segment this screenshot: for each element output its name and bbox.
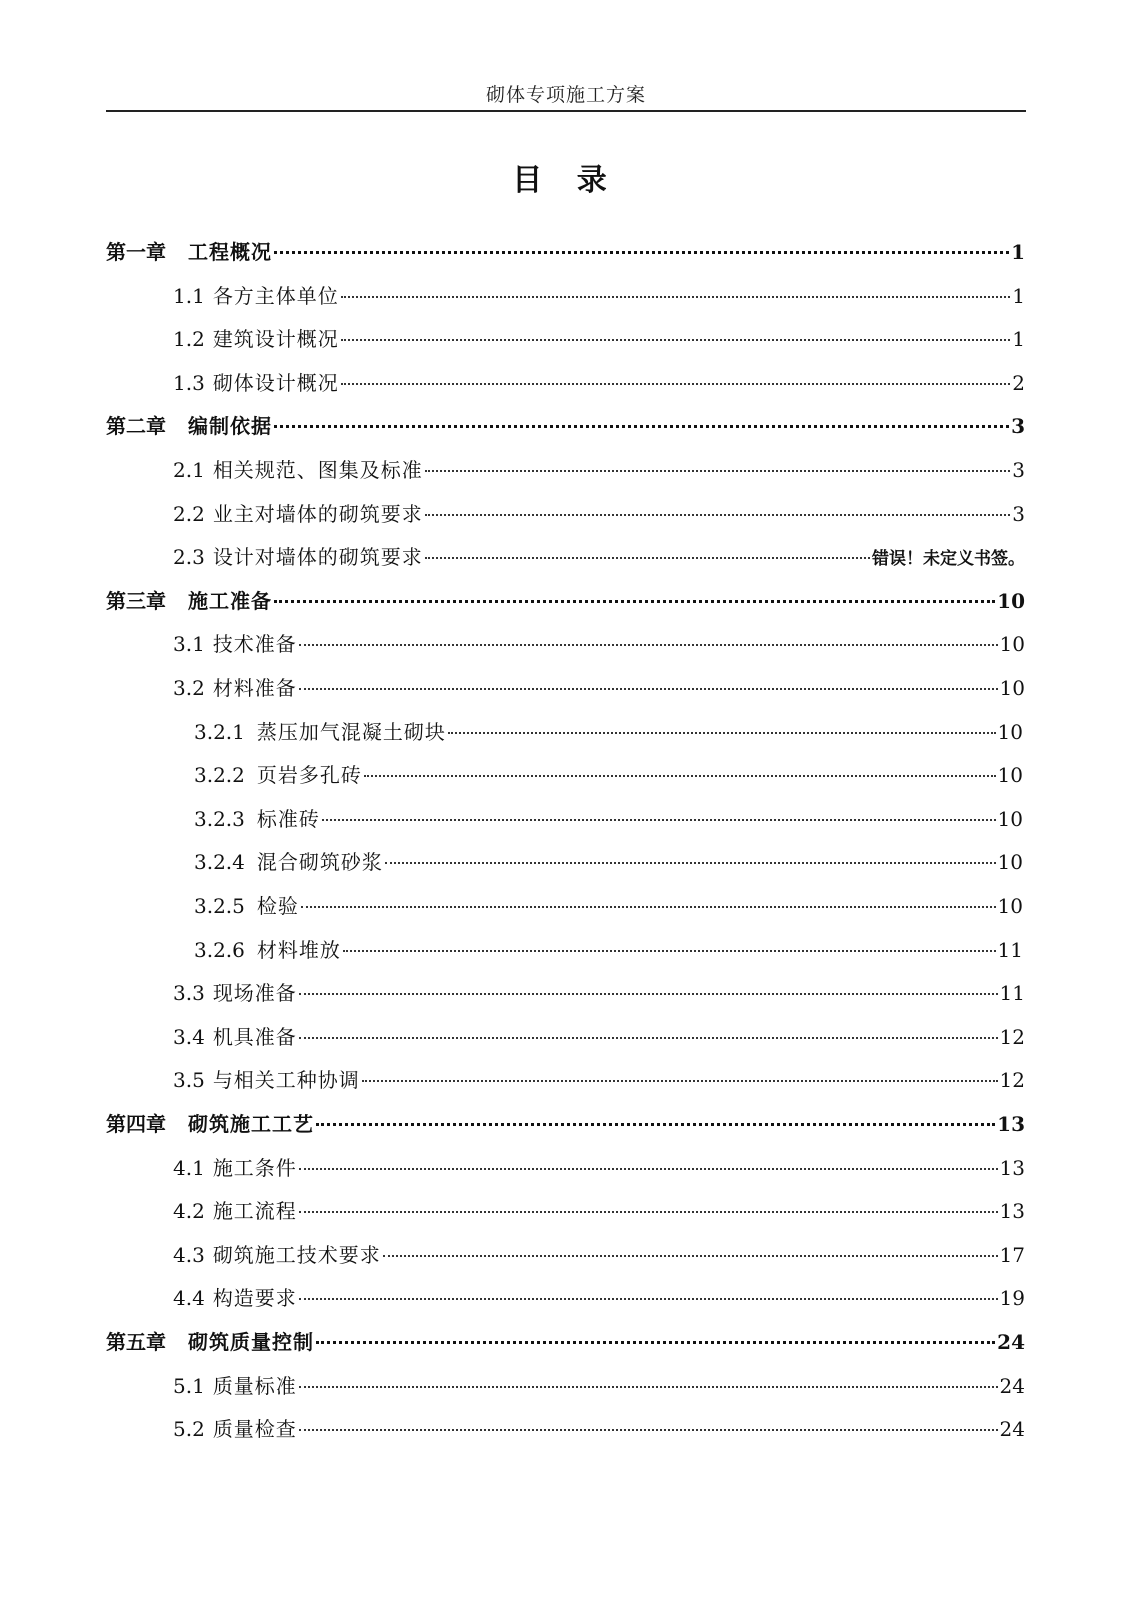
toc-entry-number: 3.2.2 (194, 763, 245, 788)
toc-entry-number: 5.2 (173, 1417, 205, 1442)
toc-leader-dots (383, 1253, 998, 1257)
toc-entry[interactable] (173, 368, 1025, 398)
toc-entry-label: 施工条件 (212, 1155, 297, 1180)
toc-entry[interactable] (173, 499, 1025, 529)
toc-entry-label: 质量检查 (212, 1417, 297, 1442)
toc-entry-page: 10 (997, 719, 1023, 744)
toc-entry-page: 24 (999, 1417, 1025, 1442)
toc-entry-number: 2.2 (173, 501, 205, 526)
toc-entry-page: 3 (1012, 458, 1025, 482)
toc-leader-dots (341, 381, 1010, 385)
toc-entry-page: 19 (999, 1286, 1025, 1311)
toc-entry-page: 12 (999, 1024, 1025, 1049)
toc-entry[interactable] (194, 804, 1023, 834)
toc-entry-label: 检验 (256, 894, 299, 918)
toc-entry-page: 13 (999, 1199, 1025, 1224)
toc-entry-page: 24 (997, 1330, 1025, 1354)
toc-entry[interactable] (106, 411, 1025, 441)
toc-entry[interactable] (173, 1240, 1025, 1270)
toc-leader-dots (299, 642, 998, 646)
toc-entry[interactable] (194, 717, 1023, 747)
toc-leader-dots (274, 598, 995, 603)
toc-entry[interactable] (173, 629, 1025, 659)
toc-entry[interactable] (194, 891, 1023, 921)
toc-entry-page: 12 (999, 1068, 1025, 1093)
toc-entry-page: 3 (1011, 414, 1025, 439)
toc-leader-dots (316, 1339, 995, 1344)
toc-entry-page: 10 (997, 763, 1023, 788)
toc-entry-page: 11 (997, 937, 1023, 962)
toc-entry[interactable] (173, 1414, 1025, 1444)
toc-entry[interactable] (173, 542, 1025, 572)
toc-entry-label: 相关规范、图集及标准 (212, 458, 423, 482)
toc-leader-dots (299, 991, 998, 995)
toc-entry[interactable] (194, 760, 1023, 790)
toc-entry-label: 业主对墙体的砌筑要求 (212, 501, 423, 526)
toc-entry-number: 第二章 (106, 414, 166, 439)
toc-entry[interactable] (173, 1022, 1025, 1052)
toc-entry[interactable] (106, 237, 1025, 267)
toc-entry[interactable] (173, 455, 1025, 485)
toc-entry-number: 1.3 (173, 370, 205, 395)
toc-entry[interactable] (173, 1065, 1025, 1095)
toc-entry-page: 2 (1012, 370, 1025, 395)
toc-entry-number: 4.4 (173, 1286, 205, 1311)
toc-entry-number: 4.2 (173, 1199, 205, 1224)
toc-entry[interactable] (173, 281, 1025, 311)
toc-entry-label: 砌筑质量控制 (188, 1330, 314, 1354)
toc-entry-number: 第三章 (106, 588, 166, 613)
toc-entry[interactable] (173, 673, 1025, 703)
toc-entry[interactable] (173, 1196, 1025, 1226)
toc-entry-label: 工程概况 (188, 240, 272, 264)
toc-entry[interactable] (173, 978, 1025, 1008)
toc-entry-label: 页岩多孔砖 (256, 763, 362, 788)
toc-entry-number: 第五章 (106, 1330, 166, 1354)
toc-leader-dots (299, 1427, 998, 1431)
toc-entry[interactable] (194, 847, 1023, 877)
toc-entry-label: 技术准备 (212, 632, 297, 657)
toc-entry-label: 材料堆放 (256, 937, 341, 962)
page-header (106, 72, 1026, 112)
toc-entry-page: 3 (1012, 501, 1025, 526)
toc-entry-label: 各方主体单位 (212, 283, 339, 308)
toc-leader-dots (425, 468, 1010, 472)
toc-entry-label: 现场准备 (212, 981, 297, 1006)
toc-entry-page: 13 (997, 1112, 1025, 1136)
toc-entry-number: 4.1 (173, 1155, 205, 1180)
toc-leader-dots (299, 1166, 998, 1170)
toc-entry[interactable] (106, 1109, 1025, 1139)
toc-entry-page: 24 (999, 1373, 1025, 1398)
toc-entry-label: 机具准备 (212, 1024, 297, 1049)
toc-entry-label: 质量标准 (212, 1373, 297, 1398)
toc-entry-label: 砌筑施工工艺 (188, 1112, 314, 1136)
toc-entry-number: 3.2 (173, 676, 205, 700)
toc-entry-number: 2.3 (173, 545, 205, 570)
toc-leader-dots (299, 1296, 998, 1300)
toc-entry-number: 1.2 (173, 327, 205, 352)
toc-entry-page: 10 (997, 894, 1023, 918)
toc-entry-number: 3.2.5 (194, 894, 245, 918)
toc-leader-dots (299, 686, 998, 690)
toc-leader-dots (343, 948, 996, 952)
toc-entry-number: 3.1 (173, 632, 205, 657)
toc-entry-page: 11 (999, 981, 1025, 1006)
toc-leader-dots (301, 904, 996, 908)
toc-leader-dots (425, 555, 870, 559)
toc-entry-number: 3.2.1 (194, 719, 245, 744)
toc-entry[interactable] (106, 1327, 1025, 1357)
toc-entry-label: 材料准备 (212, 676, 297, 700)
toc-entry[interactable] (173, 324, 1025, 354)
toc-entry-page: 17 (999, 1242, 1025, 1267)
toc-entry-number: 2.1 (173, 458, 205, 482)
toc-leader-dots (299, 1209, 998, 1213)
toc-entry-number: 3.5 (173, 1068, 205, 1093)
toc-entry-page: 1 (1012, 283, 1025, 308)
toc-entry-label: 施工流程 (212, 1199, 297, 1224)
toc-entry-page: 10 (997, 850, 1023, 875)
toc-title: 目 录 (512, 163, 619, 198)
toc-leader-dots (299, 1384, 998, 1388)
toc-entry-number: 3.2.4 (194, 850, 245, 875)
toc-entry-page: 1 (1011, 240, 1025, 264)
toc-entry-number: 1.1 (173, 283, 205, 308)
toc-leader-dots (341, 294, 1010, 298)
toc-entry-page: 10 (997, 588, 1025, 613)
toc-entry-label: 编制依据 (188, 414, 272, 439)
toc-leader-dots (274, 249, 1009, 254)
toc-entry[interactable] (173, 1283, 1025, 1313)
toc-leader-dots (341, 337, 1010, 341)
toc-leader-dots (362, 1078, 998, 1082)
toc-entry-label: 施工准备 (188, 588, 272, 613)
toc-entry-page: 13 (999, 1155, 1025, 1180)
toc-entry-label: 砌体设计概况 (212, 370, 339, 395)
toc-entry-label: 建筑设计概况 (212, 327, 339, 352)
toc-entry-label: 蒸压加气混凝土砌块 (256, 719, 446, 744)
header-title: 砌体专项施工方案 (485, 84, 646, 106)
toc-leader-dots (316, 1121, 995, 1126)
toc-entry-label: 砌筑施工技术要求 (212, 1242, 381, 1267)
toc-entry-number: 3.2.6 (194, 937, 245, 962)
toc-entry-label: 标准砖 (256, 806, 320, 831)
toc-entry-page: 1 (1012, 327, 1025, 352)
toc-entry-page: 错误！未定义书签。 (872, 549, 1025, 570)
toc-leader-dots (385, 860, 996, 864)
toc-entry-page: 10 (999, 676, 1025, 700)
toc-entry-number: 4.3 (173, 1242, 205, 1267)
toc-entry-number: 3.4 (173, 1024, 205, 1049)
toc-leader-dots (448, 730, 996, 734)
toc-entry-page: 10 (997, 806, 1023, 831)
toc-entry-label: 设计对墙体的砌筑要求 (212, 545, 423, 570)
toc-entry-label: 混合砌筑砂浆 (256, 850, 383, 875)
toc-entry[interactable] (194, 935, 1023, 965)
toc-entry[interactable] (173, 1371, 1025, 1401)
toc-leader-dots (364, 773, 996, 777)
toc-leader-dots (425, 512, 1010, 516)
toc-entry-number: 第一章 (106, 240, 166, 264)
toc-leader-dots (274, 423, 1009, 428)
toc-entry-number: 第四章 (106, 1112, 166, 1136)
toc-entry[interactable] (106, 586, 1025, 616)
toc-leader-dots (322, 817, 996, 821)
toc-entry-number: 3.2.3 (194, 806, 245, 831)
toc-entry-page: 10 (999, 632, 1025, 657)
toc-entry-label: 与相关工种协调 (212, 1068, 360, 1093)
toc-leader-dots (299, 1035, 998, 1039)
toc-entry-number: 5.1 (173, 1373, 205, 1398)
toc-entry-number: 3.3 (173, 981, 205, 1006)
toc-entry-label: 构造要求 (212, 1286, 297, 1311)
toc-entry[interactable] (173, 1153, 1025, 1183)
